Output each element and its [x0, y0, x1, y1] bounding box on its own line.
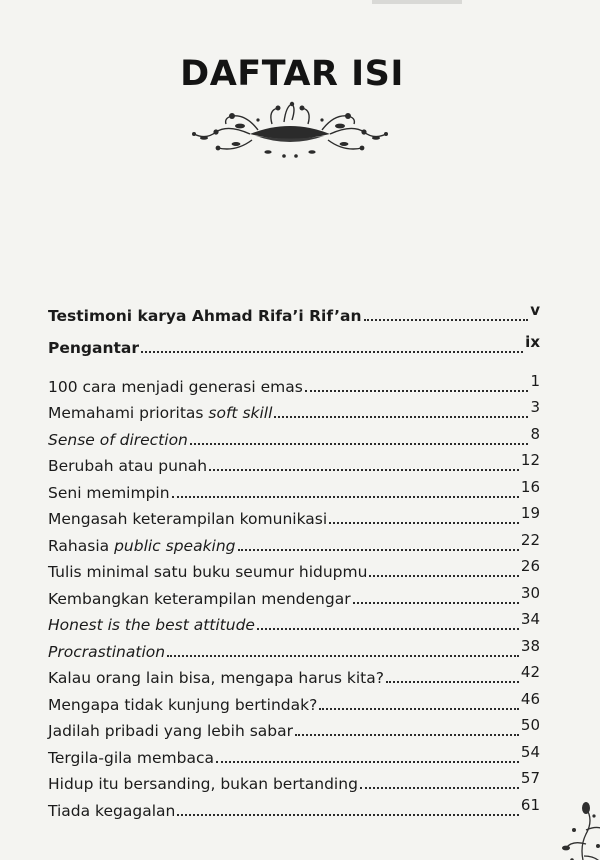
toc-entry-title: Procrastination [48, 643, 166, 661]
toc-entry-page: 1 [530, 372, 540, 390]
dot-leader [190, 443, 529, 445]
toc-entry [48, 450, 540, 476]
toc-entry-page: 57 [520, 769, 540, 787]
toc-entry [48, 530, 540, 556]
toc-entry-title [48, 536, 236, 556]
toc-entry-title: Kalau orang lain bisa, mengapa harus kita? [48, 669, 384, 687]
toc-entry [48, 689, 540, 715]
floral-ornament-icon [188, 100, 392, 166]
toc-entry-page: 61 [520, 796, 540, 814]
toc-entry-title: Sense of direction [48, 431, 188, 449]
page-title: DAFTAR ISI [180, 54, 404, 94]
toc-entry [48, 636, 540, 662]
toc-entry-title-plain: Memahami prioritas [48, 404, 209, 422]
toc-entry-page: 16 [520, 478, 540, 496]
dot-leader [353, 602, 519, 604]
toc-entry [48, 662, 540, 688]
toc-entry-title: Berubah atau punah [48, 457, 208, 475]
toc-entry [48, 715, 540, 741]
dot-leader [360, 787, 519, 789]
toc-entry-page: 30 [520, 584, 540, 602]
toc-entry-title-italic: soft skill [208, 404, 273, 422]
toc-entry-page: 12 [520, 451, 540, 469]
toc-entry [48, 609, 540, 635]
toc-entry-page: v [530, 301, 540, 319]
toc-entry-page: 22 [520, 531, 540, 549]
toc-entry-page: 34 [520, 610, 540, 628]
toc-entry-title: 100 cara menjadi generasi emas [48, 378, 303, 396]
toc-entry-title: Tulis minimal satu buku seumur hidupmu [48, 563, 368, 581]
toc-entry-page: 26 [520, 557, 540, 575]
toc-entry [48, 397, 540, 423]
toc-entry [48, 503, 540, 529]
dot-leader [257, 628, 519, 630]
dot-leader [238, 549, 519, 551]
toc-entry [48, 332, 540, 358]
toc-entry-page: 42 [520, 663, 540, 681]
dot-leader [216, 761, 519, 763]
dot-leader [305, 390, 529, 392]
toc-entry-title: Mengasah keterampilan komunikasi [48, 510, 328, 528]
dot-leader [274, 416, 528, 418]
toc-entry-title-italic: public speaking [114, 537, 236, 555]
toc-entry-title: Jadilah pribadi yang lebih sabar [48, 722, 293, 740]
dot-leader [167, 655, 519, 657]
toc-entry-page: 19 [520, 504, 540, 522]
toc-entry [48, 477, 540, 503]
toc-entry [48, 742, 540, 768]
dot-leader [329, 522, 519, 524]
dot-leader [209, 469, 519, 471]
toc-entry-title-plain: Rahasia [48, 537, 115, 555]
dot-leader [177, 814, 519, 816]
dot-leader [172, 496, 519, 498]
dot-leader [319, 708, 519, 710]
toc-entry-page: 3 [530, 398, 540, 416]
dot-leader [295, 734, 519, 736]
toc-entry-title: Testimoni karya Ahmad Rifa’i Rif’an [48, 307, 362, 325]
toc-entry-page: 8 [530, 425, 540, 443]
dot-leader [386, 681, 519, 683]
toc-entry-page: ix [525, 333, 540, 351]
dot-leader [141, 351, 523, 353]
page-edge-mark [372, 0, 462, 4]
toc-entry-title: Pengantar [48, 339, 140, 357]
toc-entry-title: Tergila-gila membaca [48, 749, 214, 767]
toc-entry [48, 795, 540, 821]
toc-entry-title [48, 403, 272, 423]
toc-entry [48, 768, 540, 794]
toc-entry-title: Honest is the best attitude [48, 616, 255, 634]
toc-entry-title: Mengapa tidak kunjung bertindak? [48, 696, 318, 714]
dot-leader [364, 319, 529, 321]
toc-entry [48, 556, 540, 582]
toc-entry-page: 46 [520, 690, 540, 708]
toc-entry-page: 54 [520, 743, 540, 761]
corner-flourish-icon [556, 800, 600, 860]
toc-entry-title: Kembangkan keterampilan mendengar [48, 590, 351, 608]
dot-leader [369, 575, 518, 577]
toc-entry [48, 424, 540, 450]
toc-entry [48, 371, 540, 397]
toc-entry-page: 38 [520, 637, 540, 655]
toc-entry-title: Hidup itu bersanding, bukan bertanding [48, 775, 358, 793]
toc-entry [48, 583, 540, 609]
toc-entry [48, 300, 540, 326]
toc-entry-page: 50 [520, 716, 540, 734]
toc-entry-title: Tiada kegagalan [48, 802, 176, 820]
toc-entry-title: Seni memimpin [48, 484, 170, 502]
